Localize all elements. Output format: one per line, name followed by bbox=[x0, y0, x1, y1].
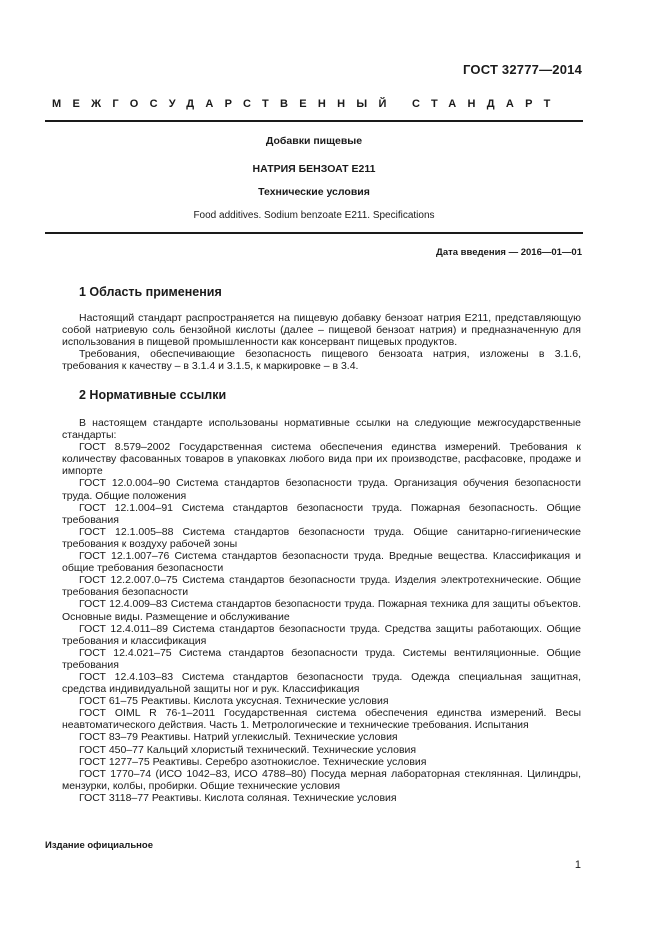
reference-item: ГОСТ 12.0.004–90 Система стандартов безопасности труда. Организация обучения безопасности труда. Общие положения bbox=[62, 477, 581, 502]
reference-item: ГОСТ 12.4.021–75 Система стандартов безопасности труда. Системы вентиляционные. Общие требования bbox=[62, 646, 581, 671]
reference-item: ГОСТ 61–75 Реактивы. Кислота уксусная. Технические условия bbox=[79, 695, 389, 708]
section-1-heading: 1 Область применения bbox=[79, 285, 222, 299]
section-2-heading: 2 Нормативные ссылки bbox=[79, 388, 227, 402]
reference-item: ГОСТ 8.579–2002 Государственная система обеспечения единства измерений. Требования к количеству фасованных товаров в упаковках любого вида при их производстве, расфасовке, продаже и импорте bbox=[62, 441, 581, 478]
reference-item: ГОСТ 12.4.103–83 Система стандартов безопасности труда. Одежда специальная защитная, средства индивидуальной защиты ног и рук. Классификация bbox=[62, 670, 581, 696]
introduction-date: Дата введения — 2016—01—01 bbox=[436, 247, 582, 258]
reference-item: ГОСТ 12.4.011–89 Система стандартов безопасности труда. Средства защиты работающих. Общие требования и классификация bbox=[62, 622, 581, 647]
title-main: НАТРИЯ БЕНЗОАТ Е211 bbox=[252, 163, 376, 175]
title-divider bbox=[45, 232, 583, 234]
paragraph: Настоящий стандарт распространяется на пищевую добавку бензоат натрия Е211, представляющую собой натриевую соль бензойной кислоты (далее – пищевой бензоат натрия) и предназначенную для использования в пищевой промышленности как консервант пищевых продуктов. bbox=[62, 312, 581, 349]
reference-item: ГОСТ 1277–75 Реактивы. Серебро азотнокислое. Технические условия bbox=[79, 755, 427, 768]
reference-item: ГОСТ 12.4.009–83 Система стандартов безопасности труда. Пожарная техника для защиты объектов. Основные виды. Размещение и обслуживание bbox=[62, 598, 581, 623]
reference-item: ГОСТ OIML R 76-1–2011 Государственная система обеспечения единства измерений. Весы неавтоматического действия. Часть 1. Метрологические и технические требования. Испытания bbox=[62, 707, 581, 732]
reference-item: ГОСТ 12.1.005–88 Система стандартов безопасности труда. Общие санитарно-гигиенические требования к воздуху рабочей зоны bbox=[62, 525, 581, 550]
paragraph: Требования, обеспечивающие безопасность пищевого бензоата натрия, изложены в 3.1.6, требования к качеству – в 3.1.4 и 3.1.5, к маркировке – в 3.4. bbox=[62, 348, 581, 373]
reference-item: ГОСТ 3118–77 Реактивы. Кислота соляная. Технические условия bbox=[79, 791, 397, 804]
top-divider bbox=[45, 120, 583, 122]
document-code: ГОСТ 32777—2014 bbox=[463, 62, 582, 77]
page-number: 1 bbox=[574, 859, 581, 871]
reference-item: ГОСТ 12.1.004–91 Система стандартов безопасности труда. Пожарная безопасность. Общие требования bbox=[62, 501, 581, 526]
official-edition-note: Издание официальное bbox=[45, 840, 153, 851]
section-1-body bbox=[62, 312, 581, 372]
title-subtitle: Добавки пищевые bbox=[265, 135, 363, 147]
title-conditions: Технические условия bbox=[258, 186, 370, 198]
reference-item: ГОСТ 12.2.007.0–75 Система стандартов безопасности труда. Изделия электротехнические. Общие требования безопасности bbox=[62, 574, 581, 599]
reference-item: ГОСТ 1770–74 (ИСО 1042–83, ИСО 4788–80) Посуда мерная лабораторная стеклянная. Цилиндры, мензурки, колбы, пробирки. Общие технические условия bbox=[62, 767, 581, 792]
reference-item: ГОСТ 450–77 Кальций хлористый технический. Технические условия bbox=[79, 743, 417, 756]
reference-item: ГОСТ 83–79 Реактивы. Натрий углекислый. Технические условия bbox=[79, 731, 398, 744]
section-2-body bbox=[62, 417, 581, 804]
standard-banner: МЕЖГОСУДАРСТВЕННЫЙ СТАНДАРТ bbox=[52, 98, 562, 110]
title-english: Food additives. Sodium benzoate E211. Specifications bbox=[193, 210, 435, 221]
paragraph: В настоящем стандарте использованы нормативные ссылки на следующие межгосударственные стандарты: bbox=[62, 417, 581, 442]
reference-item: ГОСТ 12.1.007–76 Система стандартов безопасности труда. Вредные вещества. Классификация и общие требования безопасности bbox=[62, 550, 581, 575]
